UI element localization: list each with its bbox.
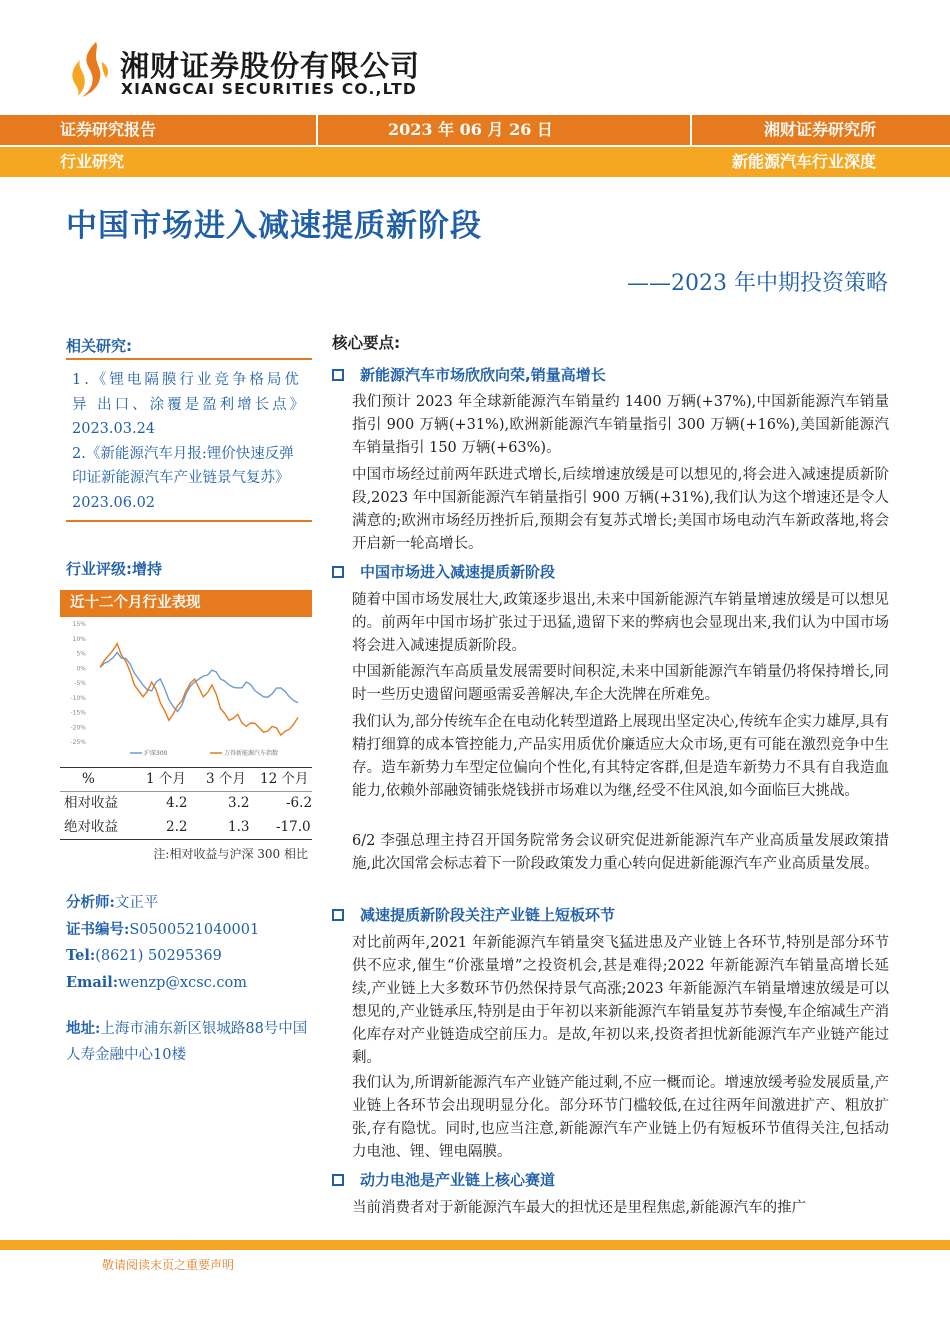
company-logo <box>66 40 486 100</box>
performance-table <box>60 767 312 839</box>
y-tick-label: -20% <box>70 724 86 732</box>
page-subtitle: ——2023 年中期投资策略 <box>627 271 888 296</box>
y-tick-label: -5% <box>74 680 86 687</box>
section-heading: 动力电池是产业链上核心赛道 <box>332 1169 555 1190</box>
paragraph: 中国新能源汽车高质量发展需要时间积淀,未来中国新能源汽车销量仍将保持增长,同时一些历史遗留问题亟需妥善解决,车企大洗牌在所难免。 <box>352 664 889 703</box>
section-heading: 新能源汽车市场欣欣向荣,销量高增长 <box>332 364 606 385</box>
table-cell: 相对收益 <box>64 795 118 811</box>
paragraph: 当前消费者对于新能源汽车最大的担忧还是里程焦虑,新能源汽车的推广 <box>352 1200 807 1216</box>
analyst-info <box>66 890 316 996</box>
table-rule <box>60 791 312 792</box>
checkbox-bullet-icon <box>332 1174 344 1186</box>
band-divider <box>316 115 318 145</box>
rating-value: 增持 <box>132 560 163 578</box>
table-header-cell: % <box>82 771 95 787</box>
table-cell: -6.2 <box>286 795 313 811</box>
analyst-tel: Tel:(8621) 50295369 <box>66 947 222 964</box>
table-row <box>60 791 312 815</box>
band-cap-left <box>0 115 54 145</box>
paragraph: 对比前两年,2021 年新能源汽车销量突飞猛进患及产业链上各环节,特别是部分环节供不应求,催生“价涨量增”之投资机会,甚是难得;2022 年新能源汽车销量高增长延续,产业链上大多数环节仍然保持景气高涨;2023 年新能源汽车销量增速放缓是可以想见的,产业链承压,特别是由于年初以来新能源汽车销量复苏节奏慢,车企缩减生产消化库存对产业链造成空前压力。是故,年初以来,投资者担忧新能源汽车产业链产能过剩。 <box>352 935 889 1066</box>
related-research-list <box>72 368 308 515</box>
table-header-cell: 12 个月 <box>260 771 309 787</box>
report-date: 2023 年 06 月 26 日 <box>388 120 553 139</box>
band-cap-right <box>896 115 950 145</box>
related-research-heading: 相关研究: <box>66 337 132 355</box>
company-name-en: XIANGCAI SECURITIES CO.,LTD <box>121 80 417 98</box>
band-cap-left <box>0 147 54 177</box>
industry-rating <box>66 558 162 579</box>
y-tick-label: 0% <box>76 665 86 673</box>
paragraph: 我们预计 2023 年全球新能源汽车销量约 1400 万辆(+37%),中国新能源汽车销量指引 900 万辆(+31%),欧洲新能源汽车销量指引 300 万辆(+16%),美国新能源汽车销量指引 150 万辆(+63%)。 <box>352 394 889 456</box>
table-cell: 3.2 <box>228 795 250 811</box>
chart-heading: 近十二个月行业表现 <box>60 590 312 617</box>
table-cell: 1.3 <box>228 819 250 835</box>
analyst-name: 分析师:文正平 <box>66 894 159 911</box>
table-rule-bottom <box>60 839 312 840</box>
series-line <box>100 644 298 736</box>
divider <box>66 358 312 360</box>
divider <box>66 520 312 522</box>
paragraph: 我们认为,所谓新能源汽车产业链产能过剩,不应一概而论。增速放缓考验发展质量,产业链上各环节会出现明显分化。部分环节门槛较低,在过往两年间激进扩产、粗放扩张,存有隐忧。同时,也应当注意,新能源汽车产业链上仍有短板环节值得关注,包括动力电池、锂、锂电隔膜。 <box>352 1075 889 1160</box>
y-tick-label: 5% <box>76 650 86 658</box>
section-heading: 减速提质新阶段关注产业链上短板环节 <box>332 904 615 925</box>
logo-mark-icon <box>66 40 110 98</box>
related-item-date: 2023.03.24 <box>72 421 156 437</box>
table-header-row <box>60 767 312 791</box>
band-cap-right <box>896 147 950 177</box>
analyst-cert: 证书编号:S0500521040001 <box>66 920 260 938</box>
page-title: 中国市场进入减速提质新阶段 <box>66 208 482 244</box>
table-header-cell: 3 个月 <box>206 771 246 787</box>
table-cell: -17.0 <box>276 819 311 835</box>
company-name-cn: 湘财证券股份有限公司 <box>120 49 421 83</box>
performance-chart-svg <box>60 617 312 765</box>
core-points-heading: 核心要点: <box>332 334 401 352</box>
header-band-primary <box>54 115 896 145</box>
performance-chart <box>60 617 312 765</box>
checkbox-bullet-icon <box>332 909 344 921</box>
y-tick-label: -25% <box>70 739 86 746</box>
footer-band <box>0 1240 950 1250</box>
paragraph: 我们认为,部分传统车企在电动化转型道路上展现出坚定决心,传统车企实力雄厚,具有精打细算的成本管控能力,产品实用质优价廉适应大众市场,更有可能在激烈竞争中生存。造车新势力车型定位偏向个性化,有其特定客群,但是造车新势力不具有自我造血能力,依赖外部融资铺张烧钱拼市场难以为继,经受不住风浪,如今面临巨大挑战。 <box>352 714 889 799</box>
related-item[interactable]: 2.《新能源汽车月报:锂价快速反弹印证新能源汽车产业链景气复苏》2023.06.02 <box>72 445 294 511</box>
paragraph: 随着中国市场发展壮大,政策逐步退出,未来中国新能源汽车销量增速放缓是可以想见的。前两年中国市场扩张过于迅猛,遗留下来的弊病也会显现出来,我们认为中国市场将会进入减速提质新阶段。 <box>352 592 889 654</box>
paragraph: 中国市场经过前两年跃进式增长,后续增速放缓是可以想见的,将会进入减速提质新阶段,2023 年中国新能源汽车销量指引 900 万辆(+31%),我们认为这个增速还是令人满意的;欧洲市场经历挫折后,预期会有复苏式增长;美国市场电动汽车新政落地,将会开启新一轮高增长。 <box>352 467 889 552</box>
legend-label: 万得新能源汽车指数 <box>224 750 279 757</box>
table-cell: 4.2 <box>166 795 188 811</box>
table-cell: 绝对收益 <box>64 819 118 835</box>
checkbox-bullet-icon <box>332 369 344 381</box>
research-institute: 湘财证券研究所 <box>763 120 876 139</box>
y-tick-label: -15% <box>70 709 86 717</box>
report-type: 证券研究报告 <box>60 120 157 139</box>
research-category: 行业研究 <box>60 152 125 171</box>
table-row <box>60 815 312 839</box>
analyst-email[interactable]: Email:wenzp@xcsc.com <box>66 973 247 991</box>
checkbox-bullet-icon <box>332 566 344 578</box>
section-heading: 中国市场进入减速提质新阶段 <box>332 561 555 582</box>
y-tick-label: 10% <box>72 635 86 643</box>
paragraph: 6/2 李强总理主持召开国务院常务会议研究促进新能源汽车产业高质量发展政策措施,此次国常会标志着下一阶段政策发力重心转向促进新能源汽车产业高质量发展。 <box>352 833 889 872</box>
report-topic: 新能源汽车行业深度 <box>731 152 876 171</box>
table-note: 注:相对收益与沪深 300 相比 <box>153 847 308 861</box>
y-tick-label: 15% <box>72 621 86 628</box>
table-header-cell: 1 个月 <box>146 771 186 787</box>
related-item[interactable]: 1.《锂电隔膜行业竞争格局优异 出口、涂覆是盈利增长点》 <box>72 372 308 413</box>
footer-disclaimer: 敬请阅读末页之重要声明 <box>102 1258 235 1272</box>
legend-label: 沪深300 <box>144 750 168 757</box>
y-tick-label: -10% <box>70 694 86 702</box>
rating-label: 行业评级: <box>66 560 132 578</box>
series-line <box>100 653 298 712</box>
band-divider <box>690 115 692 145</box>
analyst-address: 地址:上海市浦东新区银城路88号中国人寿金融中心10楼 <box>66 1020 308 1063</box>
header-band-secondary <box>54 147 896 177</box>
table-cell: 2.2 <box>166 819 188 835</box>
